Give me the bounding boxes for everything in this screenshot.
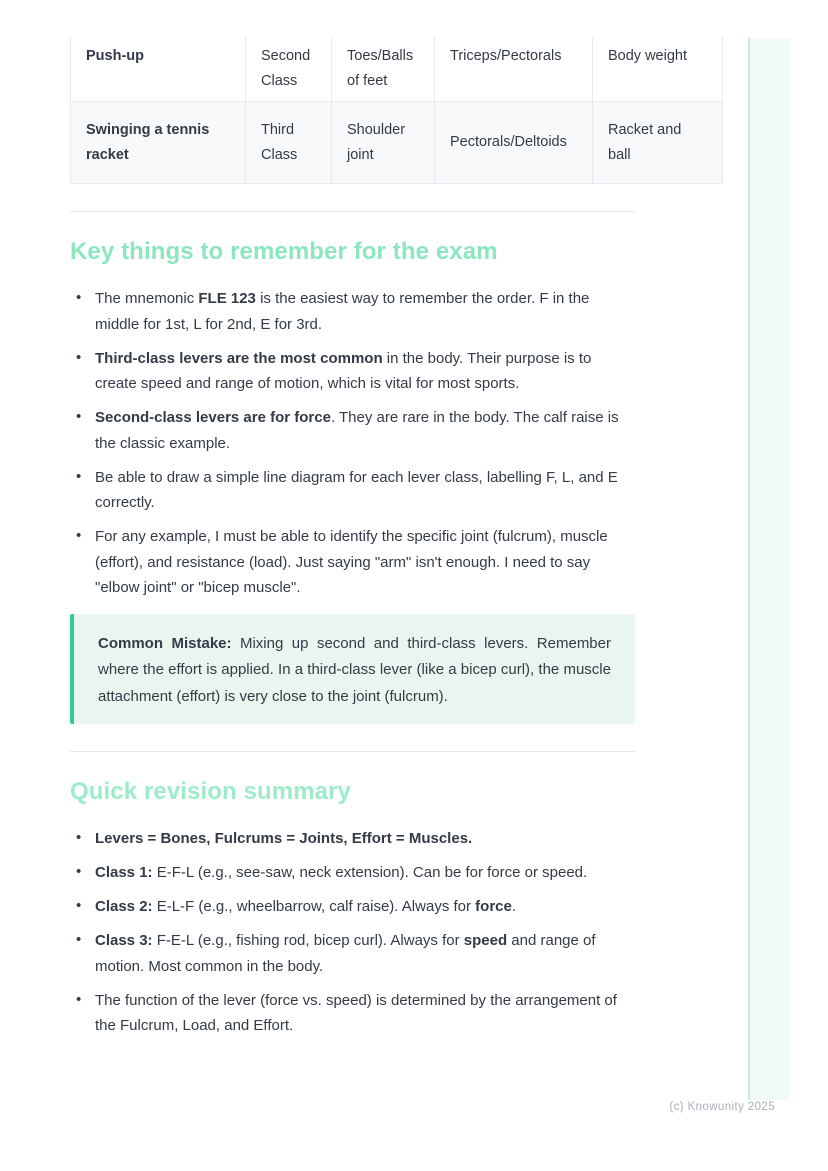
list-item: • Be able to draw a simple line diagram for each lever class, labelling F, L, and E correctly. xyxy=(70,465,635,516)
table-row xyxy=(71,102,723,184)
list-item: • Class 3: F-E-L (e.g., fishing rod, bicep curl). Always for speed and range of motion. Most common in the body. xyxy=(70,928,635,979)
cell-load: Body weight xyxy=(593,37,723,102)
page-edge-accent-band xyxy=(748,38,790,1100)
cell-load: Racket and ball xyxy=(593,102,723,184)
list-item: • Third-class levers are the most common in the body. Their purpose is to create speed and range of motion, which is vital for most sports. xyxy=(70,346,635,397)
quick-revision-bullet-list xyxy=(70,826,635,1039)
list-item: • The function of the lever (force vs. speed) is determined by the arrangement of the Fulcrum, Load, and Effort. xyxy=(70,988,635,1039)
list-item: • Class 1: E-F-L (e.g., see-saw, neck extension). Can be for force or speed. xyxy=(70,860,635,886)
section-divider xyxy=(70,211,635,212)
copyright-footer: (c) Knowunity 2025 xyxy=(669,1101,775,1113)
list-item: • Second-class levers are for force. They are rare in the body. The calf raise is the classic example. xyxy=(70,405,635,456)
section-heading-quick-revision: Quick revision summary xyxy=(70,778,351,805)
section-heading-key-things: Key things to remember for the exam xyxy=(70,238,498,265)
list-item: • Class 2: E-L-F (e.g., wheelbarrow, calf raise). Always for force. xyxy=(70,894,635,920)
list-item: • For any example, I must be able to identify the specific joint (fulcrum), muscle (effort), and resistance (load). Just saying "arm" isn't enough. I need to say "elbow joint" or "bicep muscle". xyxy=(70,524,635,601)
cell-muscles: Triceps/Pectorals xyxy=(435,37,593,102)
list-item: • Levers = Bones, Fulcrums = Joints, Effort = Muscles. xyxy=(70,826,635,852)
cell-fulcrum: Shoulder joint xyxy=(332,102,435,184)
cell-muscles: Pectorals/Deltoids xyxy=(435,102,593,184)
lever-examples-table xyxy=(70,37,723,184)
cell-exercise: Push-up xyxy=(71,37,246,102)
list-item: • The mnemonic FLE 123 is the easiest way to remember the order. F in the middle for 1st, L for 2nd, E for 3rd. xyxy=(70,286,635,337)
key-things-bullet-list xyxy=(70,286,635,601)
callout-text: Common Mistake: Mixing up second and third-class levers. Remember where the effort is applied. In a third-class lever (like a bicep curl), the muscle attachment (effort) is very close to the joint (fulcrum). xyxy=(98,634,611,705)
cell-lever-class: Second Class xyxy=(246,37,332,102)
cell-lever-class: Third Class xyxy=(246,102,332,184)
cell-exercise: Swinging a tennis racket xyxy=(71,102,246,184)
section-divider xyxy=(70,751,635,752)
common-mistake-callout xyxy=(70,614,635,725)
table-row xyxy=(71,37,723,102)
cell-fulcrum: Toes/Balls of feet xyxy=(332,37,435,102)
